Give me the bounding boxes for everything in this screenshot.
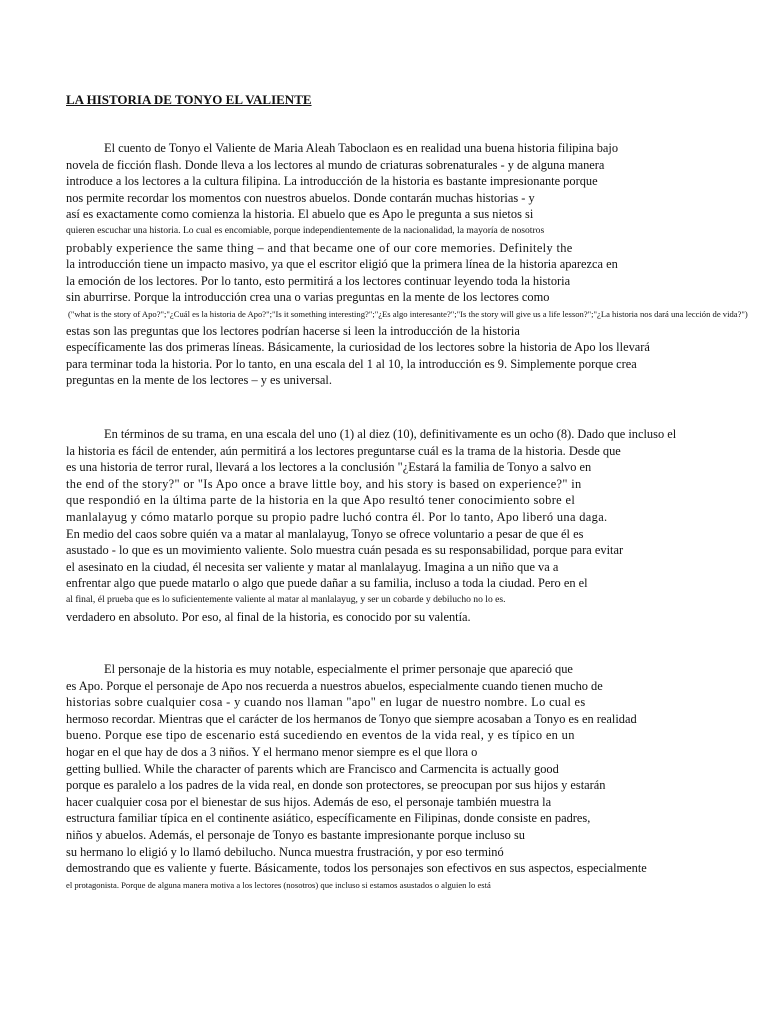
text-line: preguntas en la mente de los lectores – y es universal. xyxy=(66,373,332,388)
text-line: para terminar toda la historia. Por lo tanto, en una escala del 1 al 10, la introducción es 9. Simplemente porque crea xyxy=(66,356,637,371)
text-line: que respondió en la última parte de la historia en la que Apo resultó tener conocimiento sobre el xyxy=(66,493,576,508)
text-line: la introducción tiene un impacto masivo, ya que el escritor eligió que la primera línea de la historia aparezca en xyxy=(66,257,618,272)
text-line: porque es paralelo a los padres de la vida real, en donde son protectores, se preocupan por sus hijos y estarán xyxy=(66,778,606,793)
text-line: sin aburrirse. Porque la introducción crea una o varias preguntas en la mente de los lectores como xyxy=(66,290,550,305)
text-line: En medio del caos sobre quién va a matar al manlalayug, Tonyo se ofrece voluntario a pesar de que él es xyxy=(66,526,584,541)
text-line: es Apo. Porque el personaje de Apo nos recuerda a nuestros abuelos, especialmente cuando tienen mucho de xyxy=(66,678,603,693)
text-line: getting bullied. While the character of parents which are Francisco and Carmencita is actually good xyxy=(66,761,559,776)
text-line: demostrando que es valiente y fuerte. Básicamente, todos los personajes son efectivos en sus aspectos, especialmente xyxy=(66,861,647,876)
text-line: quieren escuchar una historia. Lo cual es encomiable, porque independientemente de la nacionalidad, la mayoría de nosotros xyxy=(66,224,545,236)
text-line: estructura familiar típica en el continente asiático, específicamente en Filipinas, donde consiste en padres, xyxy=(66,811,591,826)
text-line: El cuento de Tonyo el Valiente de Maria Aleah Taboclaon es en realidad una buena historia filipina bajo xyxy=(104,141,619,155)
text-line: específicamente las dos primeras líneas. Básicamente, la curiosidad de los lectores sobre la historia de Apo los llevará xyxy=(66,340,650,355)
text-line: al final, él prueba que es lo suficientemente valiente al matar al manlalayug, y ser un cobarde y debilucho no lo es. xyxy=(66,593,506,605)
text-line: probably experience the same thing – and that became one of our core memories. Definitely the xyxy=(66,240,573,255)
text-line: hogar en el que hay de dos a 3 niños. Y el hermano menor siempre es el que llora o xyxy=(66,744,478,759)
text-line: introduce a los lectores a la cultura filipina. La introducción de la historia es bastante impresionante porque xyxy=(66,174,598,189)
text-line: manlalayug y cómo matarlo porque su propio padre luchó contra él. Por lo tanto, Apo liberó una daga. xyxy=(66,509,608,524)
text-line: verdadero en absoluto. Por eso, al final de la historia, es conocido por su valentía. xyxy=(66,609,471,624)
text-line: la emoción de los lectores. Por lo tanto, esto permitirá a los lectores continuar leyendo toda la historia xyxy=(66,273,571,288)
text-line: así es exactamente como comienza la historia. El abuelo que es Apo le pregunta a sus nietos si xyxy=(66,207,534,222)
document-title: LA HISTORIA DE TONYO EL VALIENTE xyxy=(66,92,312,107)
text-line: novela de ficción flash. Donde lleva a los lectores al mundo de criaturas sobrenaturales - y de alguna manera xyxy=(66,157,605,172)
text-line: En términos de su trama, en una escala del uno (1) al diez (10), definitivamente es un ocho (8). Dado que incluso el xyxy=(104,427,677,441)
text-line: hermoso recordar. Mientras que el carácter de los hermanos de Tonyo que siempre acosaban a Tonyo es en realidad xyxy=(66,711,637,726)
text-line: niños y abuelos. Además, el personaje de Tonyo es bastante impresionante porque incluso su xyxy=(66,827,525,842)
paragraph-characters xyxy=(66,661,746,893)
text-line: el asesinato en la ciudad, él necesita ser valiente y matar al manlalayug. Imagina a un niño que va a xyxy=(66,559,559,574)
text-line: the end of the story?" or "Is Apo once a brave little boy, and his story is based on experience?" in xyxy=(66,476,582,491)
text-line: la historia es fácil de entender, aún permitirá a los lectores preguntarse cuál es la trama de la historia. Desde que xyxy=(66,443,621,458)
text-line: es una historia de terror rural, llevará a los lectores a la conclusión "¿Estará la familia de Tonyo a salvo en xyxy=(66,460,592,475)
paragraph-plot xyxy=(66,426,746,625)
text-line: bueno. Porque ese tipo de escenario está sucediendo en eventos de la vida real, y es típico en un xyxy=(66,728,575,743)
paragraph-introduction xyxy=(66,140,746,389)
text-line: el protagonista. Porque de alguna manera motiva a los lectores (nosotros) que incluso si estamos asustados o alguien lo está xyxy=(66,879,491,890)
text-line: El personaje de la historia es muy notable, especialmente el primer personaje que apareció que xyxy=(104,662,573,676)
text-line: historias sobre cualquier cosa - y cuando nos llaman "apo" en lugar de nuestro nombre. Lo cual es xyxy=(66,695,586,710)
text-line: su hermano lo eligió y lo llamó debilucho. Nunca muestra frustración, y por eso terminó xyxy=(66,844,504,859)
text-line: asustado - lo que es un movimiento valiente. Solo muestra cuán pesada es su responsabilidad, porque para evitar xyxy=(66,543,624,558)
text-line: enfrentar algo que puede matarlo o algo que puede dañar a su familia, incluso a toda la ciudad. Pero en el xyxy=(66,576,588,591)
text-line: estas son las preguntas que los lectores podrían hacerse si leen la introducción de la historia xyxy=(66,323,520,338)
text-line: ("what is the story of Apo?";"¿Cuál es la historia de Apo?";"Is it something interesting?";"¿Es algo interesante?";"Is the story will give us a life lesson?";"¿La historia nos dará una lección de vida?") xyxy=(68,308,748,319)
text-line: hacer cualquier cosa por el bienestar de sus hijos. Además de eso, el personaje también muestra la xyxy=(66,794,552,809)
text-line: nos permite recordar los momentos con nuestros abuelos. Donde contarán muchas historias - y xyxy=(66,190,535,205)
